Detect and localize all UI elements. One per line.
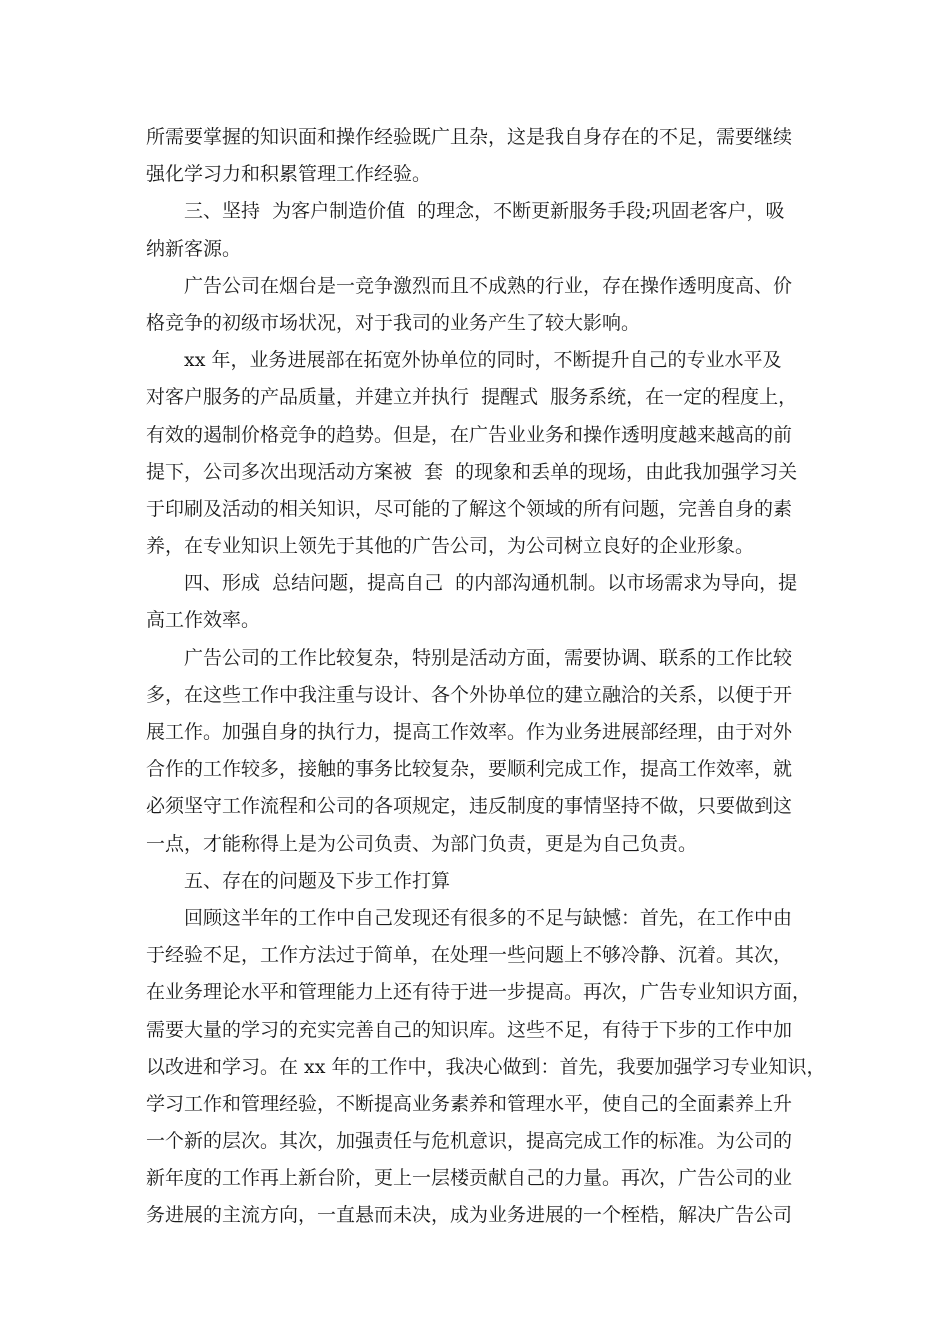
text-line: 多，在这些工作中我注重与设计、各个外协单位的建立融洽的关系，以便于开: [146, 683, 793, 706]
text-line: xx 年，业务进展部在拓宽外协单位的同时，不断提升自己的专业水平及: [184, 349, 782, 372]
text-line: 一个新的层次。其次，加强责任与危机意识，提高完成工作的标准。为公司的: [146, 1130, 793, 1153]
text-line: 必须坚守工作流程和公司的各项规定，违反制度的事情坚持不做，只要做到这: [146, 795, 793, 818]
text-line: 有效的遏制价格竞争的趋势。但是，在广告业业务和操作透明度越来越高的前: [146, 423, 793, 446]
text-line: 于印刷及活动的相关知识，尽可能的了解这个领域的所有问题，完善自身的素: [146, 497, 793, 520]
text-line: 五、存在的问题及下步工作打算: [184, 869, 451, 892]
text-line: 回顾这半年的工作中自己发现还有很多的不足与缺憾：首先，在工作中由: [184, 906, 793, 929]
text-line: 高工作效率。: [146, 609, 261, 632]
text-line: 一点，才能称得上是为公司负责、为部门负责，更是为自己负责。: [146, 832, 698, 855]
text-line: 广告公司的工作比较复杂，特别是活动方面，需要协调、联系的工作比较: [184, 646, 793, 669]
text-line: 广告公司在烟台是一竞争激烈而且不成熟的行业，存在操作透明度高、价: [184, 274, 793, 297]
text-line: 于经验不足，工作方法过于简单，在处理一些问题上不够冷静、沉着。其次，: [146, 944, 793, 967]
text-line: 强化学习力和积累管理工作经验。: [146, 163, 432, 186]
text-line: 三、坚持 为客户制造价值 的理念，不断更新服务手段;巩固老客户，吸: [184, 200, 785, 223]
text-line: 合作的工作较多，接触的事务比较复杂，要顺利完成工作，提高工作效率，就: [146, 758, 793, 781]
text-line: 四、形成 总结问题，提高自己 的内部沟通机制。以市场需求为导向，提: [184, 572, 798, 595]
text-line: 新年度的工作再上新台阶，更上一层楼贡献自己的力量。再次，广告公司的业: [146, 1167, 793, 1190]
text-line: 务进展的主流方向，一直悬而未决，成为业务进展的一个桎梏，解决广告公司: [146, 1204, 793, 1227]
text-line: 学习工作和管理经验，不断提高业务素养和管理水平，使自己的全面素养上升: [146, 1092, 793, 1115]
text-line: 以改进和学习。在 xx 年的工作中，我决心做到：首先，我要加强学习专业知识，: [146, 1055, 826, 1078]
document-body: [146, 119, 826, 1235]
text-line: 需要大量的学习的充实完善自己的知识库。这些不足，有待于下步的工作中加: [146, 1018, 793, 1041]
text-line: 养，在专业知识上领先于其他的广告公司，为公司树立良好的企业形象。: [146, 535, 755, 558]
text-line: 所需要掌握的知识面和操作经验既广且杂，这是我自身存在的不足，需要继续: [146, 126, 793, 148]
text-line: 在业务理论水平和管理能力上还有待于进一步提高。再次，广告专业知识方面，: [146, 981, 812, 1004]
text-line: 展工作。加强自身的执行力，提高工作效率。作为业务进展部经理，由于对外: [146, 721, 793, 743]
text-line: 格竞争的初级市场状况，对于我司的业务产生了较大影响。: [146, 311, 641, 334]
text-line: 纳新客源。: [146, 237, 242, 260]
text-line: 提下，公司多次出现活动方案被 套 的现象和丢单的现场，由此我加强学习关: [146, 460, 798, 483]
text-line: 对客户服务的产品质量，并建立并执行 提醒式 服务系统，在一定的程度上，: [146, 386, 798, 409]
